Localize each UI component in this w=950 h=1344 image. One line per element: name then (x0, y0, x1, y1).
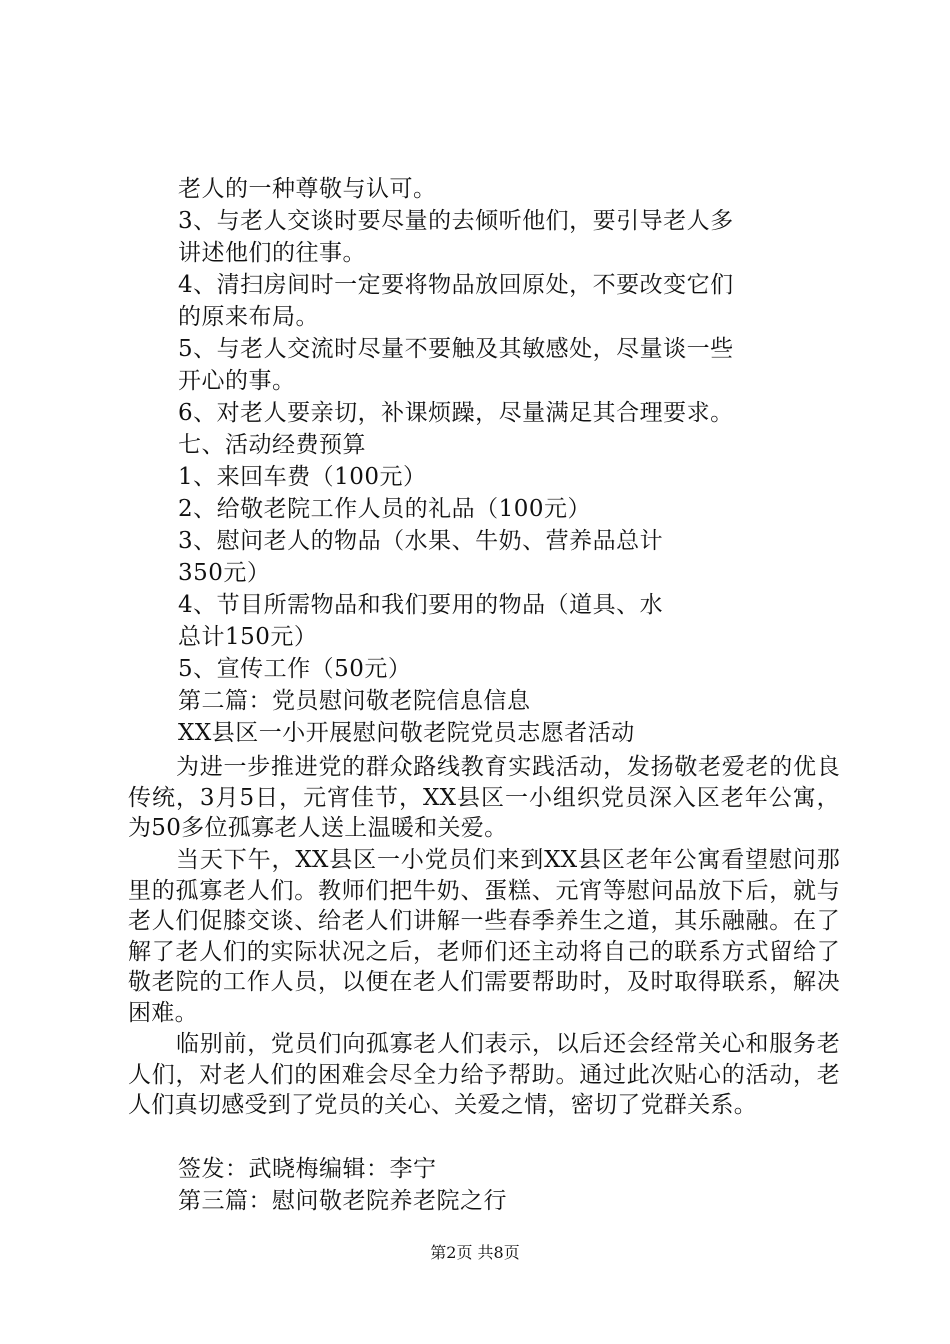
text-line: 350元） (178, 560, 271, 586)
paragraph: 当天下午，XX县区一小党员们来到XX县区老年公寓看望慰问那里的孤寡老人们。教师们把牛奶、蛋糕、元宵等慰问品放下后，就与老人们促膝交谈、给老人们讲解一些春季养生之道，其乐融融。在了解了老人们的实际状况之后，老师们还主动将自己的联系方式留给了敬老院的工作人员，以便在老人们需要帮助时，及时取得联系，解决困难。 (128, 847, 840, 1026)
text-line: 5、宣传工作（50元） (178, 656, 412, 682)
paragraph: 为进一步推进党的群众路线教育实践活动，发扬敬老爱老的优良传统，3月5日，元宵佳节，XX县区一小组织党员深入区老年公寓，为50多位孤寡老人送上温暖和关爱。 (128, 754, 840, 841)
text-line: 1、来回车费（100元） (178, 464, 427, 490)
paragraph: 临别前，党员们向孤寡老人们表示，以后还会经常关心和服务老人们，对老人们的困难会尽全力给予帮助。通过此次贴心的活动，老人们真切感受到了党员的关心、关爱之情，密切了党群关系。 (128, 1031, 840, 1118)
section-title: 第三篇：慰问敬老院养老院之行 (178, 1188, 507, 1214)
article-title: XX县区一小开展慰问敬老院党员志愿者活动 (178, 720, 635, 746)
text-line: 的原来布局。 (178, 304, 319, 330)
text-line: 2、给敬老院工作人员的礼品（100元） (178, 496, 592, 522)
text-line: 6、对老人要亲切，补课烦躁，尽量满足其合理要求。 (178, 400, 734, 426)
text-line: 老人的一种尊敬与认可。 (178, 176, 437, 202)
text-line: 3、慰问老人的物品（水果、牛奶、营养品总计 (178, 528, 664, 554)
text-line: 总计150元） (178, 624, 318, 650)
page-footer: 第2页 共8页 (430, 1243, 520, 1262)
section-title: 第二篇：党员慰问敬老院信息信息 (178, 688, 531, 714)
signoff-line: 签发：武晓梅编辑：李宁 (178, 1156, 437, 1182)
text-line: 5、与老人交流时尽量不要触及其敏感处，尽量谈一些 (178, 336, 734, 362)
text-line: 3、与老人交谈时要尽量的去倾听他们，要引导老人多 (178, 208, 734, 234)
text-line: 开心的事。 (178, 368, 296, 394)
text-line: 讲述他们的往事。 (178, 240, 366, 266)
text-line: 4、清扫房间时一定要将物品放回原处，不要改变它们 (178, 272, 734, 298)
section-heading: 七、活动经费预算 (178, 432, 366, 458)
text-line: 4、节目所需物品和我们要用的物品（道具、水 (178, 592, 664, 618)
